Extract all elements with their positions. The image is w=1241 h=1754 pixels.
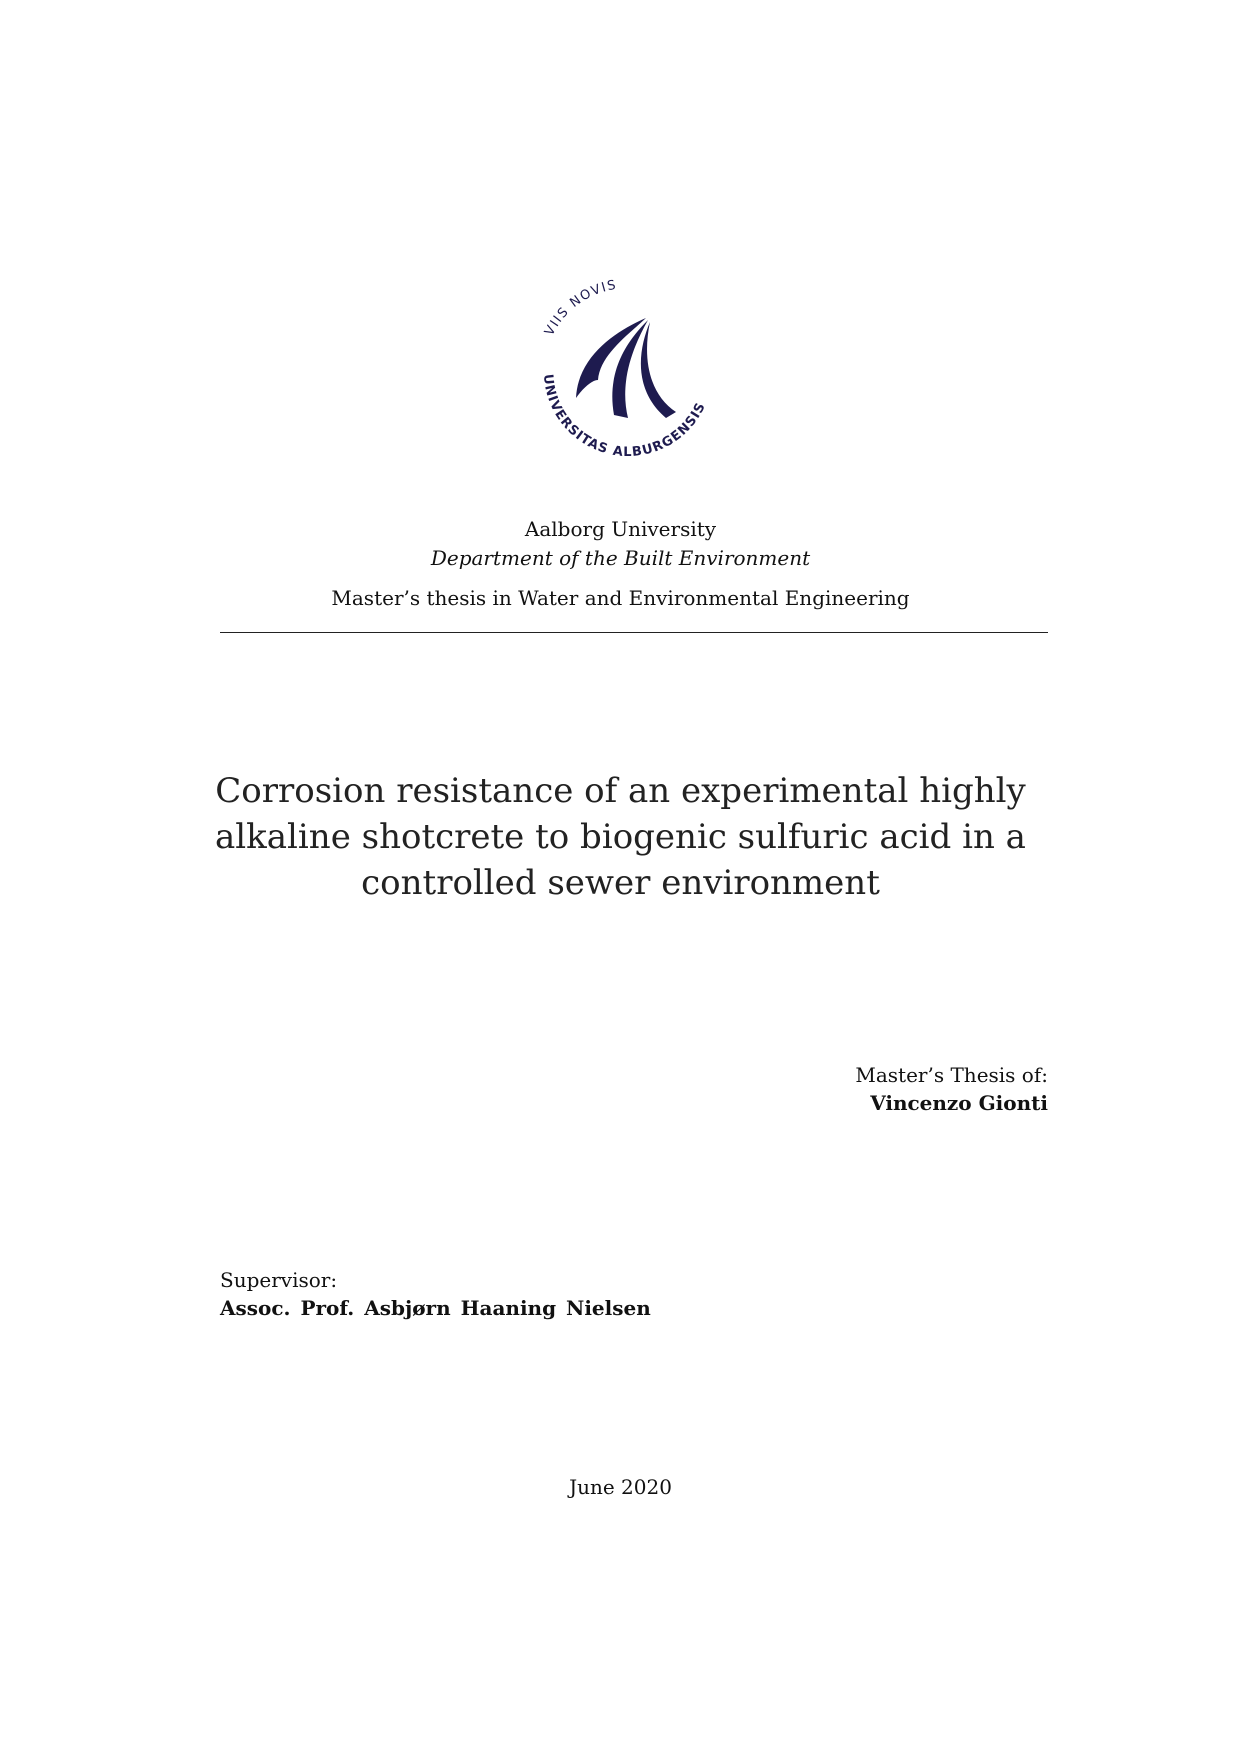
date: June 2020 [569, 1475, 672, 1499]
horizontal-rule [220, 632, 1048, 633]
programme-name: Master’s thesis in Water and Environmental Engineering [331, 586, 910, 610]
university-name: Aalborg University [524, 517, 717, 541]
department-name: Department of the Built Environment [430, 546, 811, 570]
university-seal-logo [528, 272, 728, 472]
author-label: Master’s Thesis of: [855, 1063, 1048, 1087]
supervisor-name: Assoc. Prof. Asbjørn Haaning Nielsen [220, 1296, 651, 1320]
svg-text:VIIS NOVIS [542, 278, 618, 339]
seal-motto: VIIS NOVIS [542, 277, 619, 339]
seal-name: UNIVERSITAS ALBURGENSIS [539, 373, 710, 461]
supervisor-label: Supervisor: [220, 1268, 338, 1292]
seal-emblem [576, 318, 676, 418]
author-name: Vincenzo Gionti [870, 1091, 1048, 1115]
thesis-title: Corrosion resistance of an experimental highly alkaline shotcrete to biogenic sulfuric acid in a controlled sewer environment [215, 771, 1026, 903]
